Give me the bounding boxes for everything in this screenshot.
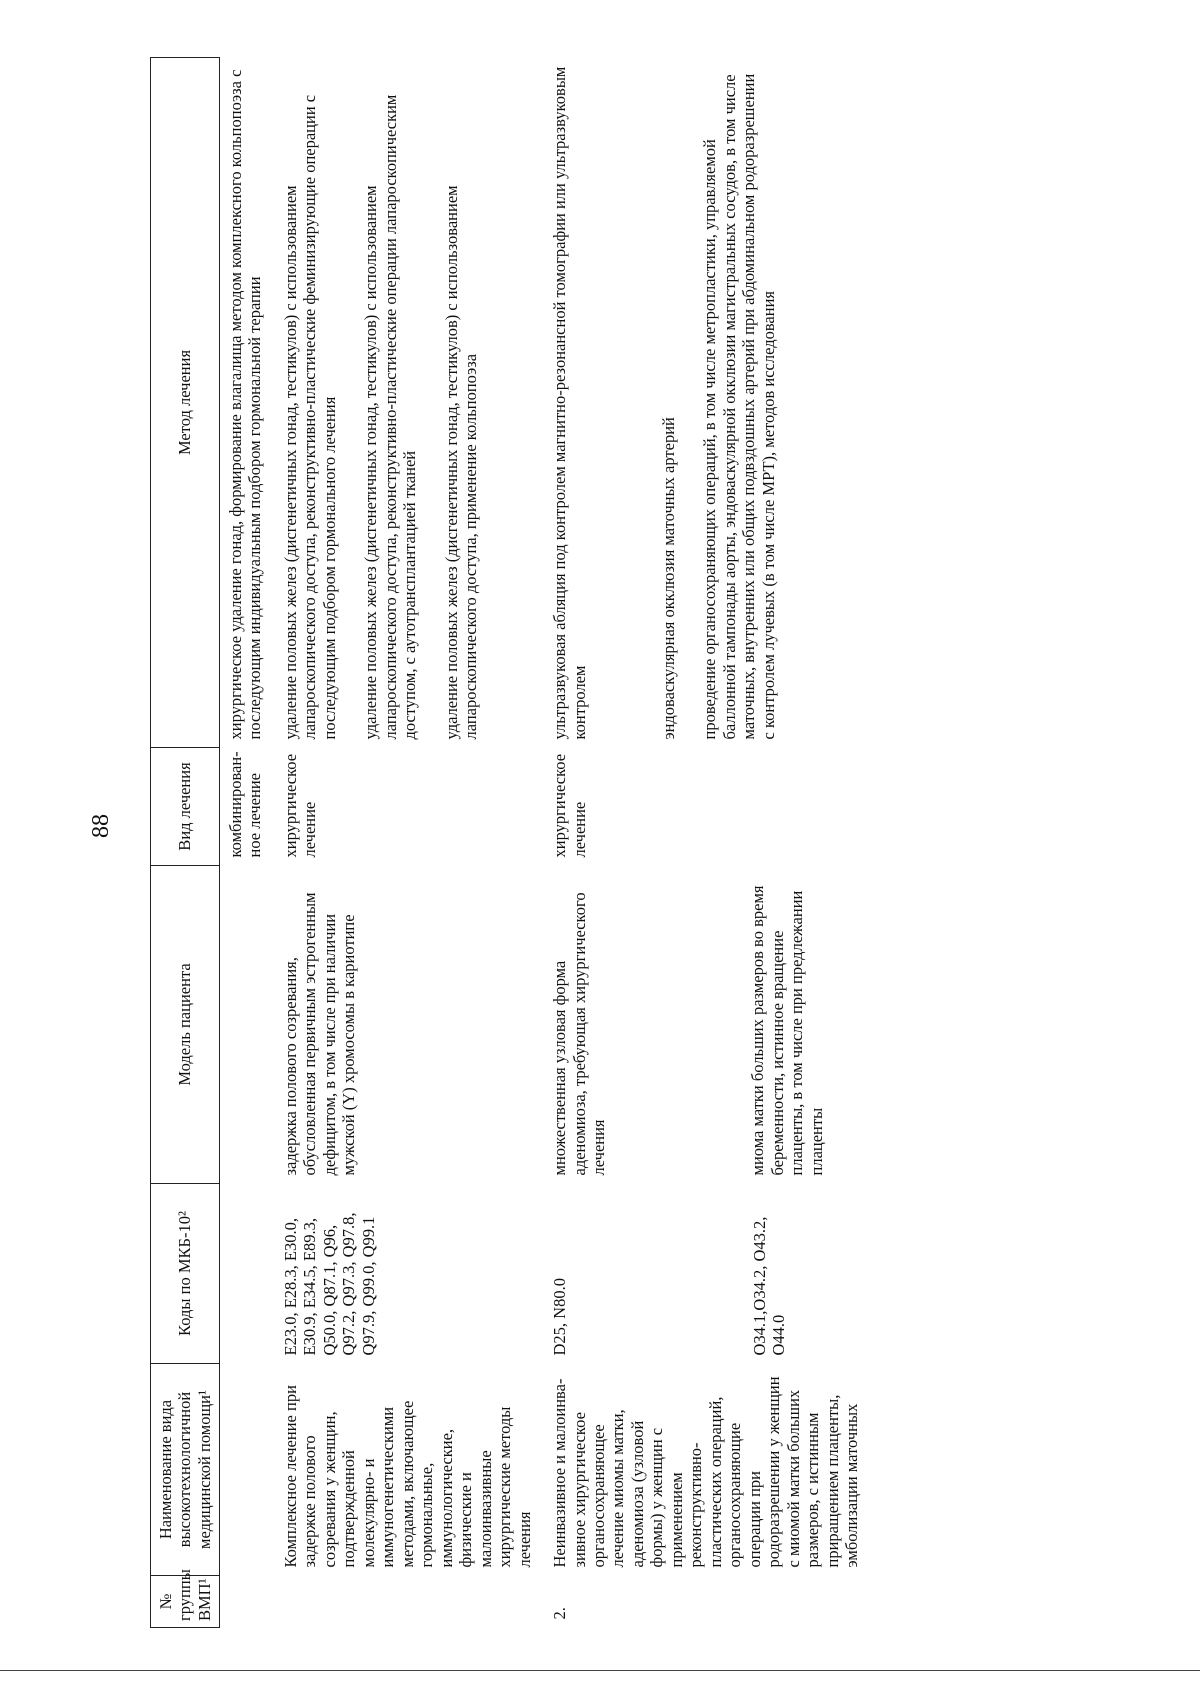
treatment-type-cell: комбинирован-ное лечение — [226, 751, 265, 858]
vmp-name-cell: Комплексное лечение при задержке полового созревания у женщин, подтвержденной молекулярно- и иммуногенетическими методами, включающее гормональные, иммунологические, физические и малоинвазивные хирургические методы лечения — [280, 1385, 534, 1568]
patient-model-1: множественная узловая форма аденомиоза, требующая хирургического лечения — [550, 892, 608, 1176]
icd-codes-cell — [220, 1184, 275, 1364]
icd-codes-group-1: D25, N80.0 — [550, 1278, 570, 1356]
row-number — [220, 1576, 275, 1628]
patient-model-2: миома матки больших размеров во время беременности, истинное вращение плаценты, в том числе при предлежании плаценты — [748, 885, 826, 1176]
table-row — [220, 58, 275, 1628]
method-paragraph: удаление половых желез (дисгенетичных гонад, тестикулов) с использованием лапароскопического доступа, применение кольпопоэза — [441, 185, 481, 740]
method-paragraph: эндоваскулярная окклюзия маточных артерий — [658, 417, 678, 740]
patient-model-cell — [544, 866, 872, 1184]
treatment-method-cell — [220, 58, 275, 748]
row-number — [275, 1576, 544, 1628]
vmp-name-cell: Неинвазивное и малоинва-зивное хирургическое органосохраняющее лечение миомы матки, аденомиоза (узловой формы) у женщин с применением реконструктивно-пластических операций, органосохраняющие операции при родоразрешении у женщин с миомой матки больших размеров, с истинным приращением плаценты, эмболизации маточных — [550, 1376, 862, 1568]
method-paragraph: ультразвуковая абляция под контролем магнитно-резонансной томографии или ультразвуковым контролем — [550, 66, 589, 740]
table-row — [275, 58, 544, 1628]
table-header-row — [151, 58, 220, 1628]
vmp-name-cell — [220, 1364, 275, 1576]
icd-codes-cell — [544, 1184, 872, 1364]
patient-model-cell: задержка полового созревания, обусловленная первичным эстрогенным дефицитом, в том числе при наличии мужской (Y) хромосомы в кариотипе — [280, 892, 359, 1176]
vmp-table — [150, 57, 872, 1628]
table-row — [544, 58, 872, 1628]
header-patient-model: Модель пациента — [151, 866, 220, 1184]
row-number: 2. — [550, 1607, 570, 1620]
method-paragraph: удаление половых желез (дисгенетичных гонад, тестикулов) с использованием лапароскопического доступа, реконструктивно-пластические операции лапароскопическим доступом, с аутотрансплантацией тканей — [361, 94, 420, 740]
patient-model-cell — [220, 866, 275, 1184]
method-paragraph: хирургическое удаление гонад, формирование влагалища методом комплексного кольпопоэза с последующим индивидуальным подбором гормональной терапии — [226, 69, 265, 740]
header-vmp-name: Наименование вида высокотехнологичной медицинской помощи¹ — [151, 1364, 220, 1576]
icd-codes-group-2: O34.1,O34.2, O43.2, O44.0 — [749, 1216, 788, 1356]
method-paragraph: проведение органосохраняющих операций, в том числе метропластики, управляемой баллонной тампонады аорты, эндоваскулярной окклюзии магистральных сосудов, в том числе маточных, внутренних или общих подвздошных артерий при абдоминальном родоразрешении с контролем лучевых (в том числе МРТ), методов исследования — [700, 73, 778, 740]
header-icd-codes: Коды по МКБ-10² — [151, 1184, 220, 1364]
treatment-method-cell — [275, 58, 544, 748]
method-paragraph: удаление половых желез (дисгенетичных гонад, тестикулов) с использованием лапароскопического доступа, реконструктивно-пластические феминизирующие операции с последующим подбором гормонального лечения — [280, 94, 339, 740]
header-treatment-type: Вид лечения — [151, 748, 220, 866]
treatment-method-cell — [544, 58, 872, 748]
treatment-type-cell: хирургическое лечение — [550, 753, 589, 858]
header-group-number: № группы ВМП¹ — [151, 1576, 220, 1628]
header-treatment-method: Метод лечения — [151, 58, 220, 748]
page-number: 88 — [88, 814, 114, 838]
rotated-page-content — [150, 58, 1200, 1628]
treatment-type-cell: хирургическое лечение — [280, 753, 320, 858]
icd-codes-cell: E23.0, E28.3, E30.0, E30.9, E34.5, E89.3, Q50.0, Q87.1, Q96, Q97.2, Q97.3, Q97.8, Q97.9, Q99.0, Q99.1 — [280, 1212, 378, 1356]
page-bottom-rule — [0, 1670, 1200, 1671]
